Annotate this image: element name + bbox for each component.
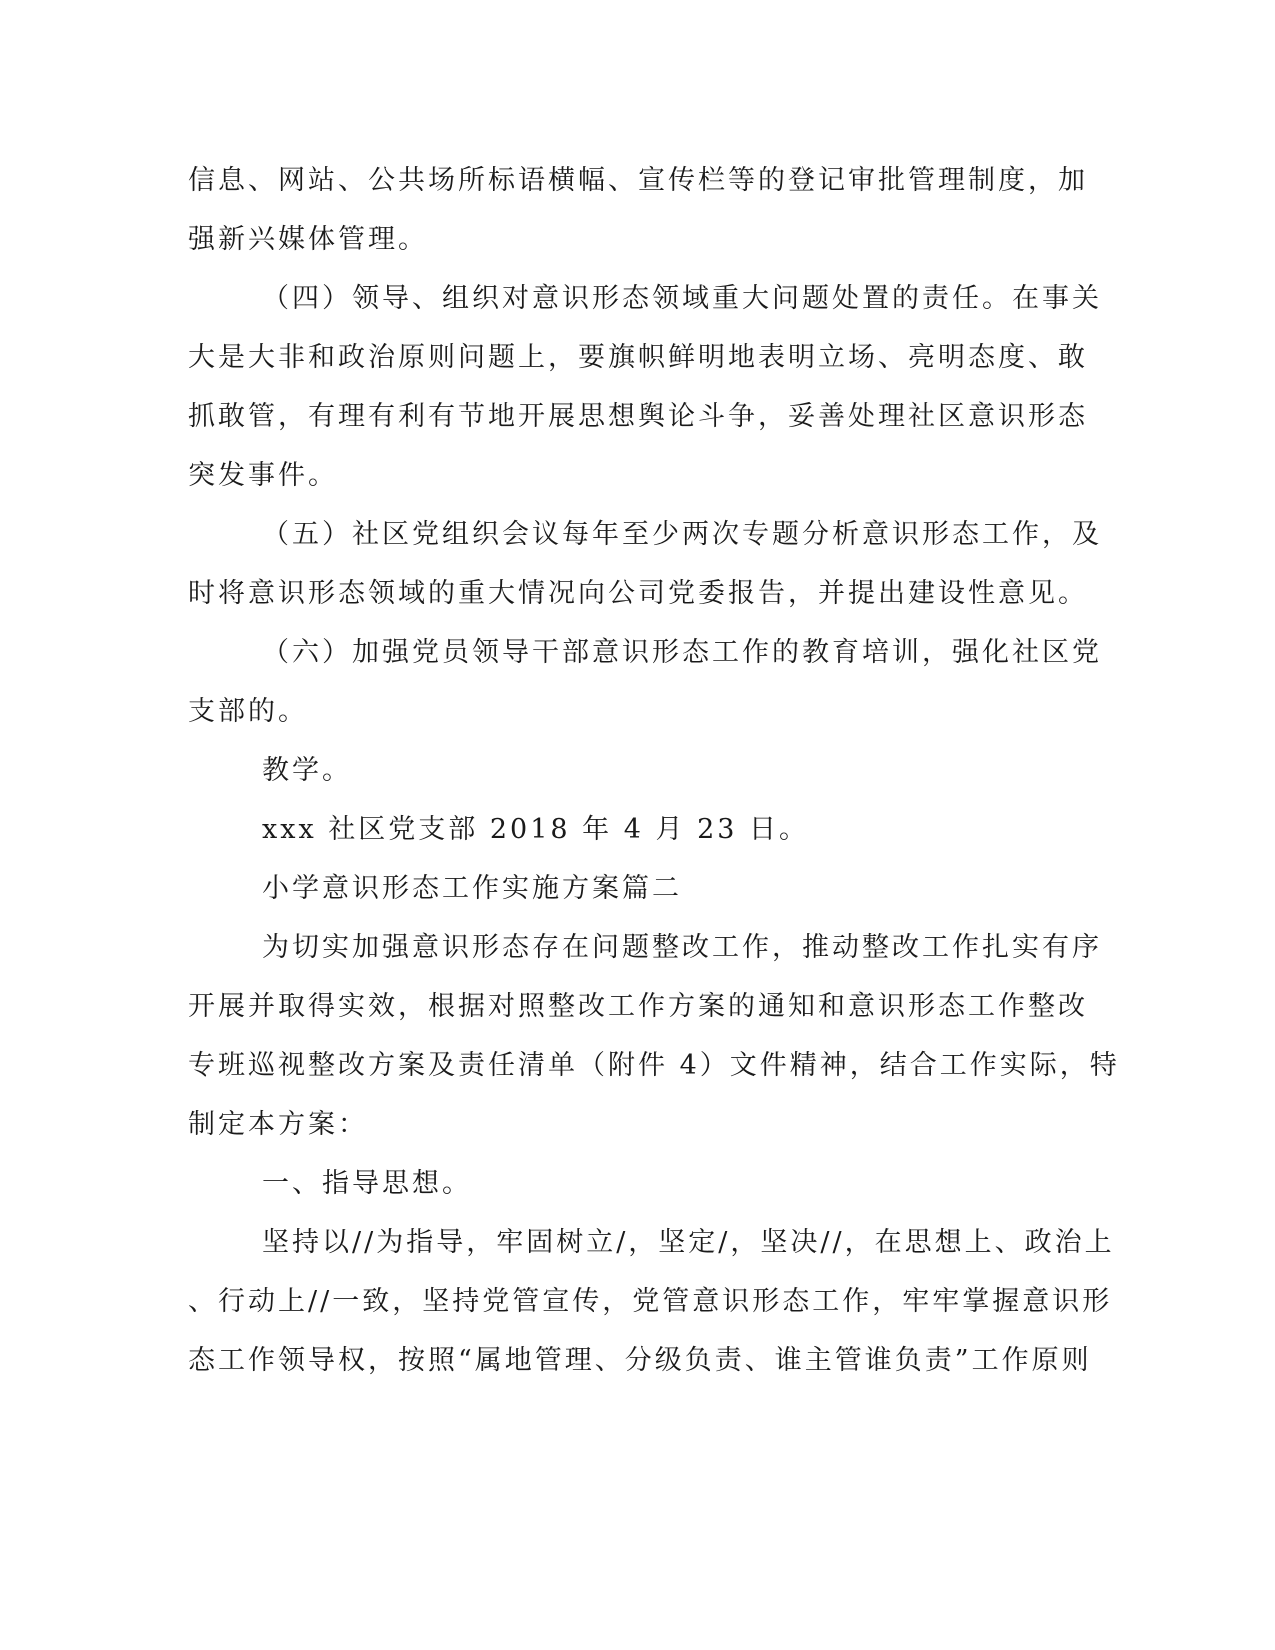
- text-line: 抓敢管，有理有利有节地开展思想舆论斗争，妥善处理社区意识形态: [188, 401, 1088, 432]
- text-line: 态工作领导权，按照“属地管理、分级负责、谁主管谁负责”工作原则: [188, 1345, 1092, 1376]
- text-line: 大是大非和政治原则问题上，要旗帜鲜明地表明立场、亮明态度、敢: [188, 342, 1088, 373]
- text-line: 制定本方案：: [188, 1109, 368, 1140]
- text-line: 、行动上//一致，坚持党管宣传，党管意识形态工作，牢牢掌握意识形: [188, 1286, 1113, 1317]
- text-line: 教学。: [262, 755, 352, 786]
- text-line: 为切实加强意识形态存在问题整改工作，推动整改工作扎实有序: [262, 932, 1102, 963]
- text-line: 强新兴媒体管理。: [188, 224, 428, 255]
- signature-line: xxx 社区党支部 2018 年 4 月 23 日。: [262, 814, 810, 845]
- text-line: 开展并取得实效，根据对照整改工作方案的通知和意识形态工作整改: [188, 991, 1088, 1022]
- text-line: 时将意识形态领域的重大情况向公司党委报告，并提出建设性意见。: [188, 578, 1088, 609]
- section-title: 小学意识形态工作实施方案篇二: [262, 873, 682, 904]
- text-line: 专班巡视整改方案及责任清单（附件 4）文件精神，结合工作实际，特: [188, 1050, 1120, 1081]
- text-line: 坚持以//为指导，牢固树立/，坚定/，坚决//，在思想上、政治上: [262, 1227, 1115, 1258]
- text-line: 支部的。: [188, 696, 308, 727]
- section-heading: 一、指导思想。: [262, 1168, 472, 1199]
- text-line: 突发事件。: [188, 460, 338, 491]
- paragraph-heading: （六）加强党员领导干部意识形态工作的教育培训，强化社区党: [262, 637, 1102, 668]
- paragraph-heading: （五）社区党组织会议每年至少两次专题分析意识形态工作，及: [262, 519, 1102, 550]
- paragraph-heading: （四）领导、组织对意识形态领域重大问题处置的责任。在事关: [262, 283, 1102, 314]
- text-line: 信息、网站、公共场所标语横幅、宣传栏等的登记审批管理制度，加: [188, 165, 1088, 196]
